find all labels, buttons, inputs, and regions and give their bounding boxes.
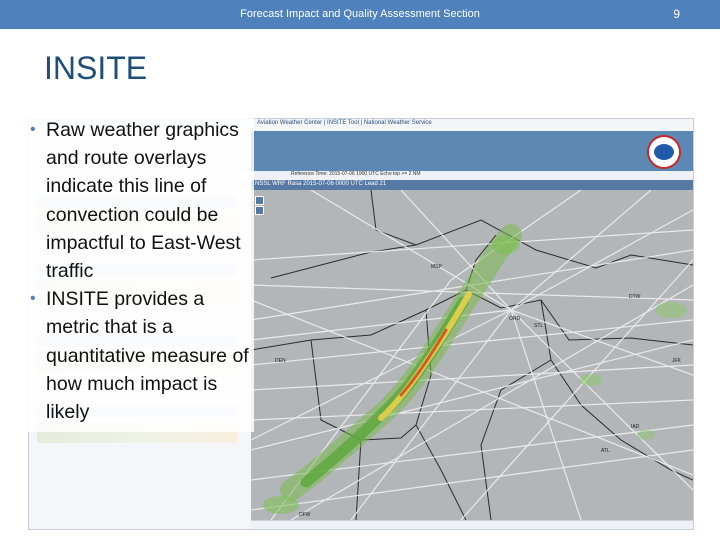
bullet-item	[28, 285, 254, 426]
weather-map-svg	[251, 190, 693, 520]
banner-bar	[251, 131, 693, 171]
airport-label: ORD	[509, 316, 521, 322]
airport-label: STL	[534, 323, 544, 329]
bullet-marker: •	[30, 121, 36, 138]
reference-text: Reference Time: 2015-07-06 1900 UTC Echo top >= 2 NM	[291, 171, 421, 177]
zoom-out-button[interactable]	[255, 206, 264, 215]
screenshot-tabs: Aviation Weather Center | INSITE Tool | National Weather Service	[257, 120, 432, 126]
page-number: 9	[673, 7, 680, 21]
header-bar	[0, 0, 720, 29]
weather-map	[251, 190, 693, 520]
zoom-in-button[interactable]	[255, 196, 264, 205]
airport-label: DEN	[275, 358, 286, 364]
airport-label: MSP	[431, 264, 442, 270]
screenshot-bottom-bar	[251, 520, 693, 530]
bullet-list	[28, 112, 254, 432]
airport-label: DFW	[299, 512, 311, 518]
noaa-logo-icon	[647, 135, 681, 169]
bullet-text: INSITE provides a metric that is a quantitative measure of how much impact is likely	[46, 288, 249, 424]
airport-label: JFK	[672, 358, 681, 364]
bullet-item	[28, 116, 254, 285]
slide-title: INSITE	[44, 50, 148, 86]
header-title: Forecast Impact and Quality Assessment Section	[240, 8, 480, 20]
bullet-marker: •	[30, 290, 36, 308]
airport-label: IAD	[631, 424, 640, 430]
map-title: NSSL WRF Rasa 2015-07-06 0000 UTC Lead 21	[255, 181, 387, 187]
airport-label: ATL	[601, 448, 610, 454]
airport-label: DTW	[629, 294, 641, 300]
map-header	[251, 180, 693, 190]
bullet-text: Raw weather graphics and route overlays indicate this line of convection could be impactful to East-West traffic	[46, 119, 241, 283]
